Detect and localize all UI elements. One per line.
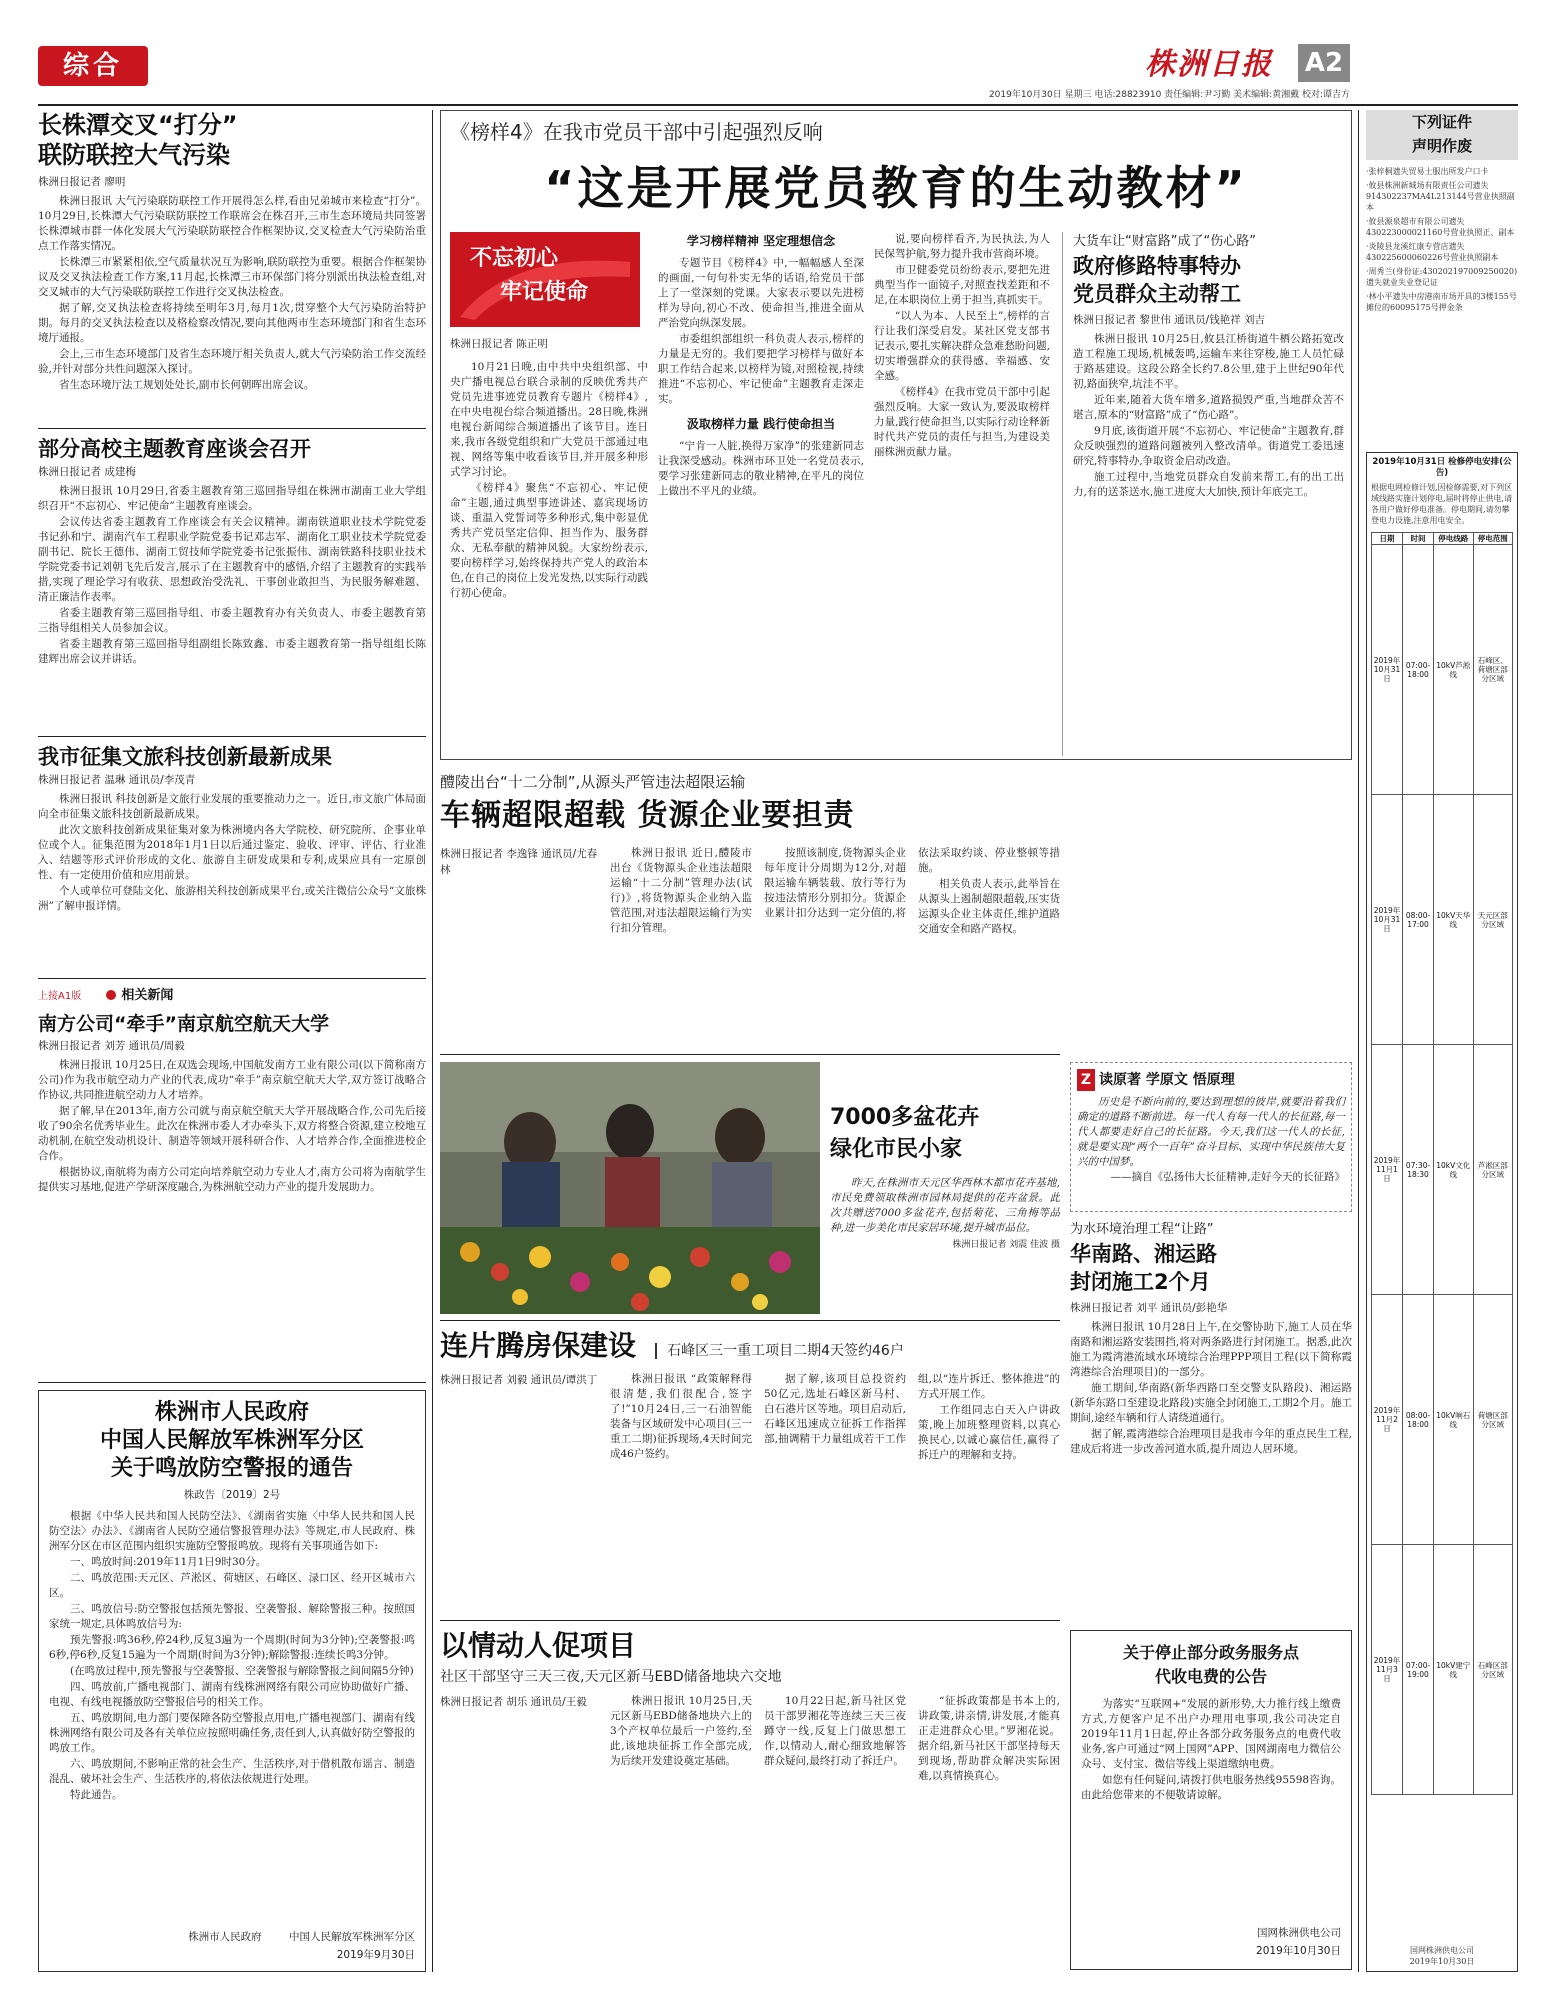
notice-body	[49, 1509, 415, 1803]
caption-text: 昨天,在株洲市天元区华西林木都市花卉基地,市民免费领取株洲市园林局提供的花卉盆景。此次共赠送7000多盆花卉,包括菊花、三角梅等品种,进一步美化市民家居环境,提升城市品位。	[830, 1177, 1060, 1234]
headline: 车辆超限超载 货源企业要担责	[440, 798, 855, 833]
notice-signature: 国网株洲供电公司	[1257, 1927, 1341, 1939]
notice-body	[1081, 1697, 1341, 1803]
lost-docs-header	[1366, 110, 1518, 160]
paragraph: 株洲日报讯 近日,醴陵市出台《货物源头企业违法超限运输“十二分制”管理办法(试行)》,将货物源头企业纳入监管范围,对违法超限运输行为实行扣分管理。	[610, 847, 752, 934]
table-row	[1372, 1295, 1513, 1545]
table-cell: 10kV建宁线	[1434, 1545, 1473, 1795]
table-row	[1372, 1045, 1513, 1295]
banner-line1: 不忘初心	[470, 246, 559, 271]
divider	[38, 428, 426, 429]
paragraph: “征拆政策都是书本上的,讲政策,讲亲情,讲发展,才能真正走进群众心里。”罗湘花说。据介绍,新马社区干部坚持每天到现场,帮助群众解决实际困难,以真情换真心。	[918, 1695, 1060, 1782]
paragraph: 工作组同志白天入户讲政策,晚上加班整理资料,以真心换民心,以诚心赢信任,赢得了拆迁户的理解和支持。	[918, 1404, 1060, 1461]
kicker: 大货车让“财富路”成了“伤心路”	[1073, 234, 1256, 249]
article-body	[38, 194, 426, 393]
column-header: 时间	[1403, 533, 1434, 545]
sign-military: 中国人民解放军株洲军分区	[289, 1931, 415, 1943]
related-title: 相关新闻	[121, 988, 174, 1003]
paragraph: 施工过程中,当地党员群众自发前来帮工,有的出工出力,有的送茶送水,施工进度大大加快,预计年底完工。	[1073, 471, 1344, 498]
paragraph: 10月22日起,新马社区党员干部罗湘花等连续三天三夜蹲守一线,反复上门做思想工作,以情动人,耐心细致地解答群众疑问,最终打动了拆迁户。	[764, 1695, 906, 1767]
paragraph: 施工期间,华南路(新华西路口至交警支队路段)、湘运路(新华东路口至建设北路段)实施全封闭施工,工期2个月。施工期间,途经车辆和行人请绕道通行。	[1070, 1382, 1352, 1424]
byline: 株洲日报记者 胡乐 通讯员/王毅	[440, 1696, 587, 1708]
table-cell: 2019年10月31日	[1372, 795, 1403, 1045]
notice-title-line1: 关于停止部分政务服务点	[1122, 1643, 1299, 1662]
page-number: A2	[1304, 48, 1344, 78]
notice-air-raid	[38, 1390, 426, 1972]
list-item: ·林小平遗失中房港南市场开具的3楼155号摊位的60095175号押金条	[1366, 292, 1517, 312]
table-row	[1372, 795, 1513, 1045]
article-body	[610, 1372, 1060, 1463]
notice-signature	[49, 1929, 415, 1945]
notice-date: 2019年9月30日	[336, 1949, 415, 1961]
byline: 株洲日报记者 刘毅 通讯员/谭洪丁	[440, 1374, 598, 1386]
page-number-box	[1298, 44, 1350, 82]
headline: 南方公司“牵手”南京航空航天大学	[38, 1013, 329, 1035]
outage-title: 2019年10月31日 检修停电安排(公告)	[1372, 457, 1512, 478]
paragraph: 10月21日晚,由中共中央组织部、中央广播电视总台联合录制的反映优秀共产党员先进事迹党员教育专题片《榜样4》,在中央电视台综合频道播出。28日晚,株洲电视台新闻综合频道播出了该节目。连日来,我市各级党组织和广大党员干部通过电视、网络等集中收看该节目,并开展多种形式学习讨论。	[450, 361, 648, 478]
list-item: ·周秀兰(身份证:430202197009250020)遗失就业失业登记证	[1366, 267, 1518, 287]
table-cell: 10kV响石线	[1434, 1295, 1473, 1545]
paragraph: (在鸣放过程中,预先警报与空袭警报、空袭警报与解除警报之间间隔5分钟)	[70, 1665, 414, 1677]
notice-title-line2: 代收电费的公告	[1154, 1667, 1267, 1686]
paragraph: 按照该制度,货物源头企业每年度计分周期为12分,对超限运输车辆装载、放行等行为按违法情形分别扣分。货源企业累计扣分达到一定分值的,将依法采取约谈、停业整顿等措施。	[764, 847, 1060, 919]
paragraph: 会议传达省委主题教育工作座谈会有关会议精神。湖南铁道职业技术学院党委书记孙和宁、湖南汽车工程职业学院党委书记邓志军、湖南化工职业技术学院党委副书记、院长王德伟、湖南工贸技师学院党委书记张振伟、湖南铁路科技职业技术学院党委书记刘朝飞先后发言,展示了在主题教育中的感悟,介绍了主题教育的实践举措,实现了理论学习有收获、思想政治受洗礼、干事创业敢担当、为民服务解难题、清正廉洁作表率。	[38, 516, 426, 603]
byline: 株洲日报记者 成建梅	[38, 466, 136, 478]
table-row	[1372, 545, 1513, 795]
table-cell: 07:30-18:30	[1403, 1045, 1434, 1295]
article-body	[1073, 332, 1344, 500]
reading-box	[1070, 1062, 1352, 1212]
paragraph: 说,要向榜样看齐,为民执法,为人民保驾护航,努力提升我市营商环境。	[874, 233, 1050, 260]
byline: 株洲日报记者 温琳 通讯员/李茂青	[38, 774, 196, 786]
headline-line1: 华南路、湘运路	[1070, 1242, 1217, 1266]
table-cell: 07:00-19:00	[1403, 1545, 1434, 1795]
paragraph: 株洲日报讯 10月25日,攸县江桥街道牛栖公路拓宽改造工程施工现场,机械轰鸣,运输车来往穿梭,施工人员忙碌于路基建设。这段公路全长约7.8公里,建于上世纪90年代初,路面狭窄,坑洼不平。	[1073, 333, 1344, 390]
table-cell: 10kV天华线	[1434, 795, 1473, 1045]
subhead: 学习榜样精神 坚定理想信念	[686, 234, 836, 248]
photo-credit: 株洲日报记者 刘震 佳波 摄	[952, 1240, 1060, 1250]
outage-schedule	[1366, 452, 1518, 1972]
divider	[440, 1620, 1060, 1621]
headline-line1: 7000多盆花卉	[830, 1105, 980, 1130]
table-cell: 2019年10月31日	[1372, 545, 1403, 795]
subheadline: 社区干部坚守三天三夜,天元区新马EBD储备地块六交地	[440, 1669, 782, 1685]
photo-caption	[830, 1176, 1060, 1236]
paragraph: 三、鸣放信号:防空警报包括预先警报、空袭警报、解除警报三种。按照国家统一规定,具体鸣放信号为:	[49, 1603, 415, 1630]
article-body	[610, 1694, 1060, 1784]
paragraph: 个人或单位可登陆文化、旅游相关科技创新成果平台,或关注微信公众号“文旅株洲”了解申报详情。	[38, 885, 426, 912]
banner-line2: 牢记使命	[500, 280, 589, 305]
article-body	[1070, 1320, 1352, 1457]
article-body	[38, 484, 426, 667]
paragraph: 株洲日报讯 10月25日,天元区新马EBD储备地块六上的3个产权单位最后一户签约,至此,该地块征拆工作全部完成,为后续开发建设奠定基础。	[610, 1695, 752, 1767]
table-cell: 2019年11月3日	[1372, 1545, 1403, 1795]
headline-line2: 封闭施工2个月	[1070, 1270, 1211, 1294]
paragraph: 株洲日报讯 科技创新是文旅行业发展的重要推动力之一。近日,市文旅广体局面向全市征集文旅科技创新最新成果。	[38, 793, 426, 820]
table-cell: 芦淞区部分区域	[1473, 1045, 1513, 1295]
paper-name: 株洲日报	[1145, 47, 1273, 82]
byline: 株洲日报记者 黎世伟 通讯员/钱艳祥 刘吉	[1073, 314, 1266, 326]
paragraph: 长株潭三市紧紧相依,空气质量状况互为影响,联防联控为重要。根据合作框架协议及交叉执法检查工作方案,11月起,长株潭三市环保部门将分别派出执法检查组,对交叉城市的大气污染联防联控工作进行交叉执法检查。	[38, 256, 426, 298]
paragraph: 专题节目《榜样4》中,一幅幅感人至深的画面,一句句朴实无华的话语,给党员干部上了一堂深刻的党课。大家表示要以先进榜样为导向,初心不改、使命担当,推进全面从严治党向纵深发展。	[658, 257, 864, 329]
continue-label[interactable]: 上接A1版	[38, 991, 82, 1002]
paragraph: 五、鸣放期间,电力部门要保障各防空警报点用电,广播电视部门、湖南有线株洲网络有限公司及各有关单位应按照明确任务,责任到人,认真做好防空警报的鸣放工作。	[49, 1712, 415, 1754]
kicker: 为水环境治理工程“让路”	[1070, 1222, 1214, 1237]
flower-market-image	[440, 1062, 820, 1314]
table-cell: 08:00-17:00	[1403, 795, 1434, 1045]
reading-quote: 历史是不断向前的,要达到理想的彼岸,就要沿着我们确定的道路不断前进。每一代人有每一代人的长征路,每一代人都要走好自己的长征路。今天,我们这一代人的长征,就是要实现“两个一百年”奋斗目标、实现中华民族伟大复兴的中国梦。	[1077, 1096, 1345, 1168]
divider	[38, 1382, 426, 1383]
paragraph: 特此通告。	[70, 1789, 123, 1801]
reading-source: ——摘自《弘扬伟大长征精神,走好今天的长征路》	[1110, 1171, 1345, 1183]
table-cell: 08:00-18:00	[1403, 1295, 1434, 1545]
sign-government: 株洲市人民政府	[188, 1931, 262, 1943]
header-line1: 下列证件	[1411, 113, 1472, 131]
notice-number: 株政告〔2019〕2号	[183, 1489, 281, 1501]
outage-footer	[1371, 1945, 1513, 1967]
divider	[38, 736, 426, 737]
notice-power	[1070, 1630, 1352, 1970]
table-cell: 10kV文化线	[1434, 1045, 1473, 1295]
table-cell: 石峰区、荷塘区部分区域	[1473, 545, 1513, 795]
paragraph: 如您有任何疑问,请拨打供电服务热线95598咨询。由此给您带来的不便敬请谅解。	[1081, 1774, 1341, 1801]
article-aviation	[38, 1010, 426, 1380]
subhead: 汲取榜样力量 践行使命担当	[686, 417, 836, 431]
paragraph: “以人为本、人民至上”,榜样的言行让我们深受启发。某社区党支部书记表示,要扎实解决群众急难愁盼问题,切实增强群众的获得感、幸福感、安全感。	[874, 310, 1050, 382]
related-icon	[106, 990, 116, 1000]
article-road-closure	[1070, 1220, 1352, 1600]
headline-line2: 绿化市民小家	[830, 1137, 963, 1162]
article-overload	[440, 770, 1060, 1050]
lead-headline: “这是开展党员教育的生动教材”	[544, 161, 1248, 215]
top-rule	[38, 104, 1518, 106]
article-land-delivery	[440, 1626, 1060, 1972]
lost-docs-list	[1366, 166, 1518, 446]
list-item: ·攸县源泉超市有限公司遗失430223000021160号营业执照正、副本	[1366, 217, 1515, 237]
lead-byline: 株洲日报记者 陈正明	[450, 338, 548, 350]
list-item: ·张梓桐遗失贸易土服出所发户口卡	[1366, 167, 1489, 176]
paragraph: 近年来,随着大货车增多,道路损毁严重,当地群众苦不堪言,原本的“财富路”成了“伤心路”。	[1073, 394, 1344, 421]
section-name: 综合	[62, 51, 123, 81]
table-cell: 荷塘区部分区域	[1473, 1295, 1513, 1545]
paragraph: 省生态环境厅法工规划处处长,副市长何朝晖出席会议。	[59, 379, 315, 391]
header-line2: 声明作废	[1411, 137, 1472, 155]
paragraph: 据了解,霞湾港综合治理项目是我市今年的重点民生工程,建成后将进一步改善河道水质,提升周边人居环境。	[1070, 1428, 1352, 1455]
paragraph: 株洲日报讯 10月29日,省委主题教育第三巡回指导组在株洲市湖南工业大学组织召开“不忘初心、牢记使命”主题教育座谈会。	[38, 485, 426, 512]
paper-logo	[1145, 42, 1295, 88]
column-header: 日期	[1372, 533, 1403, 545]
headline-line2: 党员群众主动帮工	[1073, 282, 1241, 306]
paragraph: 9月底,该街道开展“不忘初心、牢记使命”主题教育,群众反映强烈的道路问题被列入整改清单。街道党工委迅速研究,特事特办,争取资金启动改造。	[1073, 425, 1344, 467]
article-tech	[38, 742, 426, 978]
outage-company: 国网株洲供电公司	[1410, 1946, 1474, 1955]
notice-title-line1: 株洲市人民政府	[154, 1400, 309, 1425]
table-cell: 07:00-18:00	[1403, 545, 1434, 795]
reading-label	[1077, 1069, 1345, 1091]
table-cell: 10kV芦淞线	[1434, 545, 1473, 795]
paragraph: 四、鸣放前,广播电视部门、湖南有线株洲网络有限公司应协助做好广播、电视、有线电视播放防空警报信号的相关工作。	[49, 1681, 415, 1708]
paragraph: 据了解,早在2013年,南方公司就与南京航空航天大学开展战略合作,公司先后接收了90余名优秀毕业生。此次在株洲市委人才办牵头下,双方将整合资源,建立校地互动机制,在航空发动机设计、制造等领域开展科研合作、人才培养合作,全面推进校企合作。	[38, 1105, 426, 1162]
divider	[440, 1054, 1060, 1055]
paragraph: “宁肯一人脏,换得万家净”的张建新同志让我深受感动。株洲市环卫处一名党员表示,要学习张建新同志的敬业精神,在平凡的岗位上做出不平凡的业绩。	[658, 440, 864, 497]
column-rule	[1358, 110, 1359, 1972]
byline: 株洲日报记者 刘芳 通讯员/周毅	[38, 1040, 185, 1052]
headline-line1: 长株潭交叉“打分”	[38, 111, 238, 139]
notice-title-line3: 关于鸣放防空警报的通告	[110, 1456, 353, 1481]
paragraph: 《榜样4》聚焦“不忘初心、牢记使命”主题,通过典型事迹讲述、嘉宾现场访谈、重温入党誓词等多种形式,集中彰显优秀共产党员坚定信仰、担当作为、服务群众、无私奉献的精神风貌。大家纷纷表示,要向榜样学习,始终保持共产党人的政治本色,在自己的岗位上发光发热,以实际行动践行初心使命。	[450, 482, 648, 599]
paragraph: 株洲日报讯 大气污染联防联控工作开展得怎么样,看由兄弟城市来检查“打分”。10月29日,长株潭大气污染联防联控工作联席会在株召开,三市生态环境局共同签署长株潭城市群一体化发展大气污染联防联控合作框架协议,交叉检查大气污染防治重点工作落实情况。	[38, 195, 426, 252]
paragraph: 据了解,交叉执法检查将持续至明年3月,每月1次,贯穿整个大气污染防治特护期。每月的交叉执法检查以及格检察改情况,要向其他两市生态环境部门和省生态环境厅通报。	[38, 302, 426, 344]
notice-title-line2: 中国人民解放军株洲军分区	[99, 1428, 364, 1453]
paragraph: 为落实“互联网+”发展的新形势,大力推行线上缴费方式,方便客户足不出户办理用电事项,我公司决定自2019年11月1日起,停止各部分政务服务点的电费代收业务,客户可通过“网上国网”APP、国网湖南电力微信公众号、支付宝、微信等线上渠道缴纳电费。	[1081, 1698, 1341, 1770]
paragraph: 市卫健委党员纷纷表示,要把先进典型当作一面镜子,对照查找差距和不足,在本职岗位上勇于担当,真抓实干。	[874, 264, 1050, 306]
paragraph: 会上,三市生态环境部门及省生态环境厅相关负责人,就大气污染防治工作交流经验,并针对部分共性问题深入探讨。	[38, 348, 426, 375]
article-housing	[440, 1326, 1060, 1616]
table-row	[1372, 1545, 1513, 1795]
lead-col3	[874, 232, 1050, 756]
paragraph: 省委主题教育第三巡回指导组、市委主题教育办有关负责人、市委主题教育第三指导组相关人员参加会议。	[38, 607, 426, 634]
z-icon: Z	[1077, 1069, 1095, 1091]
table-cell: 石峰区部分区域	[1473, 1545, 1513, 1795]
headline-line1: 政府修路特事特办	[1073, 254, 1241, 278]
headline-line2: 联防联控大气污染	[38, 141, 230, 169]
divider	[440, 1320, 1060, 1321]
paragraph: 预先警报:鸣36秒,停24秒,反复3遍为一个周期(时间为3分钟);空袭警报:鸣6秒,停6秒,反复15遍为一个周期(时间为3分钟);解除警报:连续长鸣3分钟。	[49, 1634, 415, 1661]
reading-label-text: 读原著 学原文 悟原理	[1099, 1072, 1235, 1088]
photo-flowers	[440, 1062, 820, 1314]
paragraph: 据了解,该项目总投资约50亿元,选址石峰区新马村、白石港片区等地。项目启动后,石峰区迅速成立征拆工作指挥部,抽调精干力量组成若干工作组,以“连片拆迁、整体推进”的方式开展工作。	[764, 1373, 1060, 1445]
paragraph: 株洲日报讯 10月28日上午,在交警协助下,施工人员在华南路和湘运路安装围挡,将对两条路进行封闭施工。据悉,此次施工为霞湾港流域水环境综合治理PPP项目工程(以下简称霞湾港综合治理项目)的一部分。	[1070, 1321, 1352, 1378]
lead-banner	[450, 232, 640, 327]
outage-intro: 根据电网检修计划,因检修需要,对下列区域线路实施计划停电,届时将停止供电,请各用户做好停电准备。停电期间,请勿攀登电力设施,注意用电安全。	[1371, 483, 1513, 525]
paragraph: 根据协议,南航将为南方公司定向培养航空动力专业人才,南方公司将为南航学生提供实习基地,促进产学研深度融合,为株洲航空动力产业的提升发展助力。	[38, 1166, 426, 1193]
outage-table	[1371, 532, 1513, 1795]
notice-date: 2019年10月30日	[1256, 1945, 1341, 1957]
divider	[38, 978, 426, 979]
paragraph: 株洲日报讯 “政策解释得很清楚,我们很配合,签字了!”10月24日,三一石油智能装备与区域研发中心项目(三一重工二期)征拆现场,4天时间完成46户签约。	[610, 1373, 752, 1460]
lead-col2	[658, 232, 864, 756]
paragraph: 市委组织部组织一科负责人表示,榜样的力量是无穷的。我们要把学习榜样与做好本职工作结合起来,以榜样为镜,对照检视,持续推进“不忘初心、牢记使命”主题教育走深走实。	[658, 333, 864, 405]
byline: 株洲日报记者 刘平 通讯员/彭艳华	[1070, 1302, 1228, 1314]
outage-date: 2019年10月30日	[1409, 1957, 1475, 1966]
paragraph: 此次文旅科技创新成果征集对象为株洲境内各大学院校、研究院所、企事业单位或个人。征集范围为2018年1月1日以后通过鉴定、验收、评审、评估、行业准入、结题等形式评价形成的文化、旅游自主研发成果和专利,成果应具有一定原创性、有一定使用价值和应用前景。	[38, 824, 426, 881]
article-body	[38, 1058, 426, 1195]
column-rule	[432, 110, 433, 1972]
headline: 以情动人促项目	[440, 1629, 637, 1662]
byline: 株洲日报记者 李逸锋 通讯员/尤春林	[440, 848, 598, 876]
list-item: ·攸县株洲新城场有限责任公司遗失914302237MA4L213144号营业执照副本	[1366, 181, 1515, 212]
article-forum	[38, 434, 426, 736]
table-cell: 2019年11月2日	[1372, 1295, 1403, 1545]
paragraph: 株洲日报讯 10月25日,在双选会现场,中国航发南方工业有限公司(以下简称南方公司)作为我市航空动力产业的代表,成功“牵手”南京航空航天大学,双方签订战略合作协议,共同推进航空动力人才培养。	[38, 1059, 426, 1101]
article-air-pollution	[38, 110, 426, 428]
headline: 我市征集文旅科技创新最新成果	[38, 745, 332, 769]
lead-col1	[450, 360, 648, 756]
paragraph: 二、鸣放范围:天元区、芦淞区、荷塘区、石峰区、渌口区、经开区城市六区。	[49, 1572, 415, 1599]
column-header: 停电范围	[1473, 533, 1513, 545]
paragraph: 相关负责人表示,此举旨在从源头上遏制超限超载,压实货运源头企业主体责任,维护道路交通安全和路产路权。	[918, 878, 1060, 935]
headline: 部分高校主题教育座谈会召开	[38, 437, 311, 461]
section-tag	[38, 46, 148, 86]
subheadline: 石峰区三一重工项目二期4天签约46户	[655, 1343, 904, 1359]
table-cell: 天元区部分区域	[1473, 795, 1513, 1045]
info-line: 2019年10月30日 星期三 电话:28823910 责任编辑:尹习勤 美术编辑:黄湘戴 校对:谭吉方	[988, 90, 1350, 100]
related-bar	[38, 984, 426, 1006]
headline: 连片腾房保建设	[440, 1329, 637, 1362]
paragraph: 《榜样4》在我市党员干部中引起强烈反响。大家一致认为,要汲取榜样力量,践行使命担当,以实际行动诠释新时代共产党员的责任与担当,为建设美丽株洲贡献力量。	[874, 386, 1050, 458]
flowers-text	[830, 1062, 1060, 1314]
article-body	[38, 792, 426, 914]
list-item: ·炎陵县龙溪红康专营店遗失430225600060226号营业执照副本	[1366, 242, 1499, 262]
lead-kicker: 《榜样4》在我市党员干部中引起强烈反响	[450, 120, 823, 144]
paragraph: 一、鸣放时间:2019年11月1日9时30分。	[70, 1556, 267, 1568]
paragraph: 省委主题教育第三巡回指导组副组长陈致鑫、市委主题教育第一指导组组长陈建辉出席会议并讲话。	[38, 638, 426, 665]
table-cell: 2019年11月1日	[1372, 1045, 1403, 1295]
kicker: 醴陵出台“十二分制”,从源头严管违法超限运输	[440, 773, 746, 791]
table-header-row	[1372, 533, 1513, 545]
paragraph: 六、鸣放期间,不影响正常的社会生产、生活秩序,对于借机散布谣言、制造混乱、破坏社会生产、生活秩序的,将依法依规进行处理。	[49, 1758, 415, 1785]
column-header: 停电线路	[1434, 533, 1473, 545]
article-body	[610, 846, 1060, 937]
byline: 株洲日报记者 廖明	[38, 176, 126, 188]
paragraph: 根据《中华人民共和国人民防空法》、《湖南省实施〈中华人民共和国人民防空法〉办法》、《湖南省人民防空通信警报管理办法》等规定,市人民政府、株洲军分区在市区范围内组织实施防空警报鸣放。现将有关事项通告如下:	[49, 1510, 415, 1552]
article-road-repair	[1062, 232, 1344, 756]
